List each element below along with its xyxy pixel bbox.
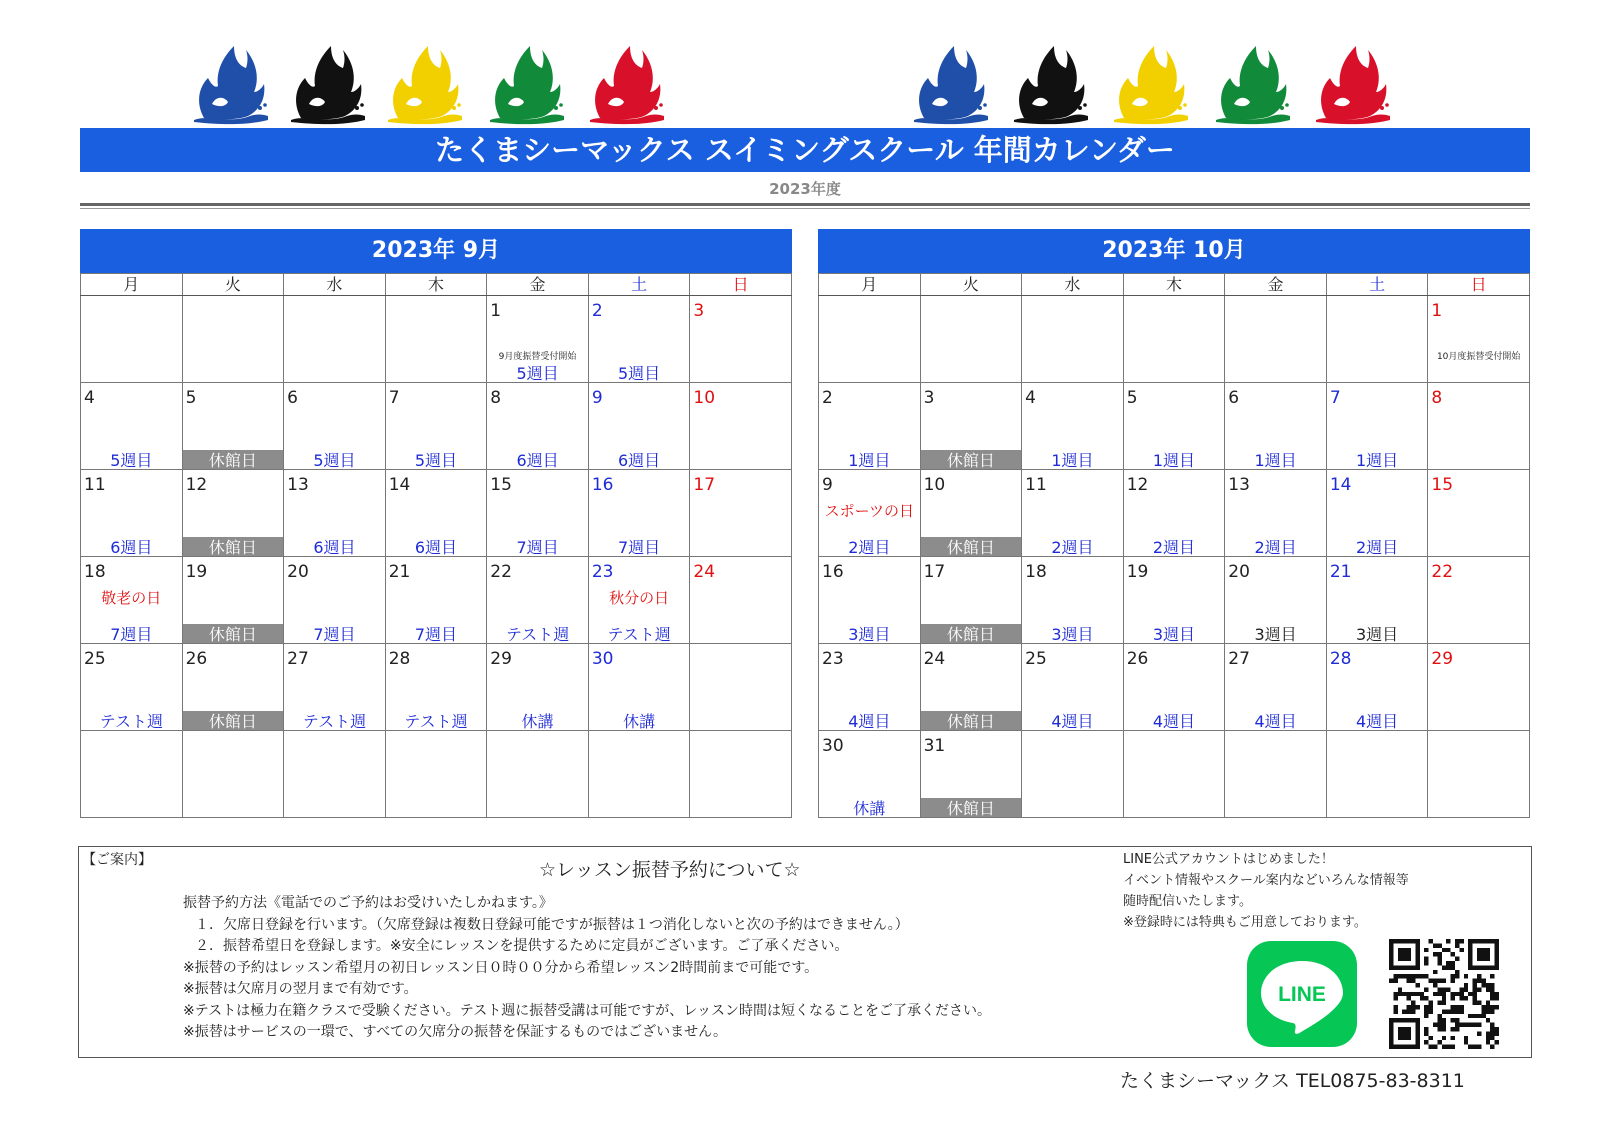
day-number: 30	[822, 736, 844, 756]
divider	[80, 208, 1530, 209]
qr-code-icon[interactable]	[1389, 939, 1499, 1049]
calendar-september	[80, 229, 792, 818]
calendar-day-cell	[385, 644, 487, 731]
calendar-week-row	[81, 296, 792, 383]
lesson-week-label: 6週目	[516, 451, 559, 470]
day-number: 21	[388, 562, 411, 582]
calendar-day-cell	[1022, 296, 1124, 383]
calendar-day-cell	[1123, 383, 1225, 470]
weekday-header: 木	[385, 274, 487, 296]
day-number: 26	[185, 649, 208, 669]
day-number: 20	[1228, 562, 1250, 582]
weekday-header: 木	[1123, 274, 1225, 296]
info-heading: 【ご案内】	[82, 852, 152, 868]
day-number: 10	[923, 475, 946, 495]
calendar-day-cell	[182, 296, 284, 383]
calendar-day-cell	[1225, 383, 1327, 470]
calendar-grid	[818, 273, 1530, 818]
weekday-header: 火	[182, 274, 284, 296]
flame-logo-icon	[1010, 40, 1090, 125]
calendar-day-cell	[385, 296, 487, 383]
calendar-day-cell	[920, 383, 1022, 470]
calendar-day-cell	[1326, 383, 1428, 470]
calendar-day-cell	[920, 644, 1022, 731]
closed-day-label: 休館日	[921, 624, 1022, 643]
lesson-week-label: 6週目	[313, 538, 356, 557]
day-number: 9	[591, 388, 603, 408]
day-number: 5	[1126, 388, 1138, 408]
lesson-week-label: テスト週	[404, 712, 468, 731]
day-number: 25	[84, 649, 106, 669]
lesson-week-label: テスト週	[302, 712, 367, 731]
info-line: ※振替は欠席月の翌月まで有効です。	[183, 981, 418, 997]
flame-logo-icon	[190, 40, 270, 125]
weekday-header: 金	[1225, 274, 1327, 296]
day-number: 30	[591, 649, 614, 669]
weekday-header: 土	[1326, 274, 1428, 296]
calendar-day-cell	[1022, 383, 1124, 470]
day-number: 29	[490, 649, 512, 669]
day-number: 6	[287, 388, 298, 408]
calendar-day-cell	[1428, 731, 1530, 818]
day-number: 13	[287, 475, 309, 495]
lesson-week-label: 1週目	[848, 451, 891, 470]
calendar-grid	[80, 273, 792, 818]
lesson-week-label: 2週目	[848, 538, 891, 557]
day-number: 8	[1431, 388, 1443, 408]
lesson-week-label: 1週目	[1152, 451, 1196, 470]
day-number: 27	[1228, 649, 1250, 669]
flame-logo-icon	[1110, 40, 1190, 125]
calendar-day-cell	[588, 470, 690, 557]
flame-logo-icon	[287, 40, 367, 125]
info-title: ☆レッスン振替予約について☆	[539, 859, 801, 881]
calendar-week-row	[819, 644, 1530, 731]
day-number: 6	[1228, 388, 1240, 408]
closed-day-label: 休館日	[183, 537, 284, 556]
lesson-week-label: 2週目	[1152, 538, 1196, 557]
divider	[80, 203, 1530, 206]
calendar-week-row	[819, 731, 1530, 818]
calendar-day-cell	[1428, 470, 1530, 557]
day-number: 7	[1329, 388, 1341, 408]
day-number: 3	[693, 301, 705, 321]
lesson-week-label: 3週目	[1152, 625, 1196, 644]
calendar-day-cell	[690, 557, 792, 644]
day-number: 16	[822, 562, 844, 582]
day-number: 28	[388, 649, 411, 669]
day-number: 23	[822, 649, 844, 669]
day-number: 23	[591, 562, 614, 582]
calendar-day-cell	[1123, 731, 1225, 818]
day-number: 17	[923, 562, 946, 582]
closed-day-label: 休館日	[183, 711, 284, 730]
footer-contact: たくまシーマックス TEL0875-83-8311	[1120, 1070, 1465, 1092]
info-body	[183, 893, 991, 1044]
lesson-week-label: 4週目	[1254, 712, 1297, 731]
info-line: ２．振替希望日を登録します。※安全にレッスンを提供するために定員がございます。ご了承ください。	[195, 938, 849, 954]
lesson-week-label: 4週目	[1051, 712, 1094, 731]
calendar-day-cell	[819, 296, 921, 383]
calendar-day-cell	[487, 470, 589, 557]
day-number: 31	[923, 736, 946, 756]
closed-day-label: 休館日	[921, 537, 1022, 556]
day-number: 7	[388, 388, 400, 408]
calendar-day-cell	[81, 470, 183, 557]
calendar-day-cell	[487, 644, 589, 731]
lesson-week-label: 4週目	[1356, 712, 1399, 731]
calendar-day-cell	[1326, 557, 1428, 644]
weekday-header: 土	[588, 274, 690, 296]
month-title: 2023年 10月	[818, 229, 1530, 273]
calendar-day-cell	[182, 470, 284, 557]
weekday-header: 金	[487, 274, 589, 296]
line-promo-text	[1123, 849, 1409, 933]
calendar-day-cell	[385, 383, 487, 470]
lesson-week-label: 2週目	[1254, 538, 1297, 557]
day-number: 14	[1329, 475, 1352, 495]
day-number: 1	[490, 301, 502, 321]
lesson-week-label: 5週目	[313, 451, 356, 470]
day-number: 5	[185, 388, 197, 408]
line-promo-line: 随時配信いたします。	[1123, 894, 1252, 909]
lesson-week-label: 休講	[623, 712, 656, 731]
day-number: 16	[591, 475, 614, 495]
calendar-week-row	[819, 296, 1530, 383]
weekday-header: 日	[690, 274, 792, 296]
calendar-day-cell	[284, 731, 386, 818]
calendar-day-cell	[1022, 557, 1124, 644]
calendar-day-cell	[1428, 644, 1530, 731]
calendar-day-cell	[819, 383, 921, 470]
calendar-week-row	[81, 644, 792, 731]
calendar-day-cell	[1022, 644, 1124, 731]
day-number: 22	[1431, 562, 1454, 582]
calendar-day-cell	[284, 557, 386, 644]
calendar-day-cell	[487, 731, 589, 818]
day-number: 25	[1025, 649, 1047, 669]
day-number: 27	[287, 649, 309, 669]
day-number: 15	[1431, 475, 1454, 495]
day-number: 18	[84, 562, 106, 582]
closed-day-label: 休館日	[183, 624, 284, 643]
day-number: 8	[490, 388, 502, 408]
day-number: 17	[693, 475, 716, 495]
lesson-week-label: 4週目	[848, 712, 891, 731]
calendar-day-cell	[920, 731, 1022, 818]
weekday-header: 月	[819, 274, 921, 296]
info-line: 振替予約方法《電話でのご予約はお受けいたしかねます。》	[183, 895, 553, 911]
day-number: 24	[923, 649, 946, 669]
day-number: 4	[1025, 388, 1036, 408]
lesson-week-label: 7週目	[313, 625, 356, 644]
lesson-week-label: 7週目	[414, 625, 458, 644]
season-label: 2023年度	[769, 180, 841, 198]
calendar-day-cell	[385, 731, 487, 818]
holiday-label: 秋分の日	[609, 589, 670, 607]
calendar-day-cell	[690, 644, 792, 731]
day-number: 24	[693, 562, 716, 582]
calendar-day-cell	[1428, 557, 1530, 644]
weekday-header: 日	[1428, 274, 1530, 296]
calendar-day-cell	[819, 731, 921, 818]
day-number: 3	[923, 388, 935, 408]
calendar-day-cell	[1428, 383, 1530, 470]
closed-day-label: 休館日	[183, 450, 284, 469]
calendar-day-cell	[81, 557, 183, 644]
calendar-day-cell	[1022, 731, 1124, 818]
day-number: 9	[822, 475, 833, 495]
lesson-week-label: テスト週	[505, 625, 570, 644]
calendar-week-row	[81, 470, 792, 557]
day-number: 12	[185, 475, 208, 495]
calendar-day-cell	[81, 731, 183, 818]
lesson-week-label: 1週目	[1051, 451, 1094, 470]
lesson-week-label: テスト週	[99, 712, 163, 731]
flame-logo-icon	[384, 40, 464, 125]
day-number: 21	[1329, 562, 1352, 582]
flame-logo-icon	[910, 40, 990, 125]
closed-day-label: 休館日	[921, 711, 1022, 730]
calendar-day-cell	[588, 383, 690, 470]
holiday-label: スポーツの日	[824, 502, 914, 520]
calendar-day-cell	[182, 383, 284, 470]
calendar-day-cell	[1225, 557, 1327, 644]
transfer-note: 9月度振替受付開始	[498, 352, 577, 362]
flame-logo-icon	[1212, 40, 1292, 125]
calendar-day-cell	[690, 470, 792, 557]
calendar-day-cell	[284, 644, 386, 731]
lesson-week-label: 4週目	[1152, 712, 1196, 731]
lesson-week-label: 7週目	[516, 538, 559, 557]
line-promo-line: イベント情報やスクール案内などいろんな情報等	[1123, 873, 1409, 888]
lesson-week-label: テスト週	[607, 625, 671, 644]
lesson-week-label: 5週目	[110, 451, 153, 470]
lesson-week-label: 休講	[853, 799, 886, 818]
lesson-week-label: 5週目	[618, 364, 661, 383]
lesson-week-label: 休講	[521, 712, 554, 731]
calendar-day-cell	[1326, 644, 1428, 731]
calendar-day-cell	[690, 296, 792, 383]
day-number: 19	[1126, 562, 1149, 582]
calendar-day-cell	[920, 470, 1022, 557]
lesson-week-label: 7週目	[110, 625, 153, 644]
calendar-day-cell	[1225, 296, 1327, 383]
calendar-week-row	[819, 383, 1530, 470]
day-number: 18	[1025, 562, 1047, 582]
calendar-week-row	[81, 557, 792, 644]
weekday-header: 水	[1022, 274, 1124, 296]
calendar-day-cell	[284, 296, 386, 383]
lesson-week-label: 6週目	[618, 451, 661, 470]
closed-day-label: 休館日	[921, 450, 1022, 469]
calendar-day-cell	[385, 470, 487, 557]
calendar-day-cell	[1123, 644, 1225, 731]
calendar-day-cell	[284, 383, 386, 470]
info-line: ※テストは極力在籍クラスで受験ください。テスト週に振替受講は可能ですが、レッスン時間は短くなることをご了承ください。	[183, 1002, 992, 1019]
calendar-day-cell	[81, 644, 183, 731]
calendar-day-cell	[1022, 470, 1124, 557]
calendar-day-cell	[487, 383, 589, 470]
day-number: 20	[287, 562, 309, 582]
lesson-week-label: 3週目	[1254, 625, 1297, 644]
weekday-header: 火	[920, 274, 1022, 296]
flame-logo-icon	[1312, 40, 1392, 125]
info-line: １．欠席日登録を行います。（欠席登録は複数日登録可能ですが振替は１つ消化しないと次の予約はできません。）	[195, 916, 909, 933]
flame-logo-icon	[486, 40, 566, 125]
day-number: 4	[84, 388, 95, 408]
day-number: 13	[1228, 475, 1250, 495]
info-line: ※振替はサービスの一環で、すべての欠席分の振替を保証するものではございません。	[183, 1024, 728, 1040]
day-number: 14	[388, 475, 411, 495]
calendar-day-cell	[487, 557, 589, 644]
info-line: ※振替の予約はレッスン希望月の初日レッスン日０時００分から希望レッスン2時間前まで可能です。	[183, 959, 819, 976]
lesson-week-label: 6週目	[110, 538, 153, 557]
calendar-day-cell	[819, 557, 921, 644]
month-title: 2023年 9月	[80, 229, 792, 273]
weekday-header: 月	[81, 274, 183, 296]
calendar-day-cell	[1225, 470, 1327, 557]
calendar-day-cell	[920, 557, 1022, 644]
calendar-day-cell	[81, 296, 183, 383]
lesson-week-label: 3週目	[1051, 625, 1094, 644]
calendar-week-row	[819, 470, 1530, 557]
calendar-day-cell	[1123, 557, 1225, 644]
calendar-day-cell	[81, 383, 183, 470]
line-promo-line: ※登録時には特典もご用意しております。	[1123, 915, 1367, 930]
page-title: たくまシーマックス スイミングスクール 年間カレンダー	[80, 128, 1530, 172]
calendar-week-row	[81, 383, 792, 470]
calendar-day-cell	[1123, 296, 1225, 383]
day-number: 2	[822, 388, 833, 408]
lesson-week-label: 6週目	[414, 538, 458, 557]
day-number: 12	[1126, 475, 1149, 495]
calendar-day-cell	[819, 470, 921, 557]
calendar-day-cell	[690, 731, 792, 818]
calendar-day-cell	[1225, 731, 1327, 818]
day-number: 10	[693, 388, 716, 408]
calendar-day-cell	[487, 296, 589, 383]
calendar-day-cell	[588, 296, 690, 383]
lesson-week-label: 3週目	[848, 625, 891, 644]
lesson-week-label: 1週目	[1254, 451, 1297, 470]
line-promo-line: LINE公式アカウントはじめました！	[1123, 852, 1334, 867]
day-number: 29	[1431, 649, 1454, 669]
transfer-note: 10月度振替受付開始	[1436, 352, 1521, 362]
day-number: 15	[490, 475, 512, 495]
weekday-header: 水	[284, 274, 386, 296]
day-number: 19	[185, 562, 208, 582]
calendar-october	[818, 229, 1530, 818]
calendar-day-cell	[182, 557, 284, 644]
calendar-day-cell	[1326, 731, 1428, 818]
line-logo-icon[interactable]	[1247, 941, 1357, 1047]
calendar-day-cell	[182, 731, 284, 818]
lesson-week-label: 2週目	[1356, 538, 1399, 557]
holiday-label: 敬老の日	[101, 589, 162, 607]
calendar-day-cell	[1123, 470, 1225, 557]
closed-day-label: 休館日	[921, 798, 1022, 817]
day-number: 28	[1329, 649, 1352, 669]
calendar-day-cell	[1326, 296, 1428, 383]
day-number: 22	[490, 562, 512, 582]
calendar-day-cell	[588, 644, 690, 731]
lesson-week-label: 5週目	[516, 364, 559, 383]
lesson-week-label: 7週目	[618, 538, 661, 557]
day-number: 11	[84, 475, 106, 495]
day-number: 26	[1126, 649, 1149, 669]
calendar-day-cell	[1225, 644, 1327, 731]
line-logo-label: LINE	[1278, 983, 1326, 1006]
lesson-week-label: 5週目	[414, 451, 458, 470]
calendar-day-cell	[819, 644, 921, 731]
day-number: 11	[1025, 475, 1047, 495]
day-number: 1	[1431, 301, 1443, 321]
calendar-day-cell	[284, 470, 386, 557]
calendar-week-row	[819, 557, 1530, 644]
calendar-day-cell	[588, 731, 690, 818]
calendar-week-row	[81, 731, 792, 818]
calendar-day-cell	[690, 383, 792, 470]
calendar-day-cell	[385, 557, 487, 644]
calendar-day-cell	[1326, 470, 1428, 557]
calendar-day-cell	[1428, 296, 1530, 383]
day-number: 2	[591, 301, 603, 321]
calendar-day-cell	[920, 296, 1022, 383]
info-box	[78, 846, 1532, 1058]
lesson-week-label: 3週目	[1356, 625, 1399, 644]
lesson-week-label: 1週目	[1356, 451, 1399, 470]
calendar-day-cell	[588, 557, 690, 644]
flame-logo-icon	[586, 40, 666, 125]
lesson-week-label: 2週目	[1051, 538, 1094, 557]
calendar-day-cell	[182, 644, 284, 731]
